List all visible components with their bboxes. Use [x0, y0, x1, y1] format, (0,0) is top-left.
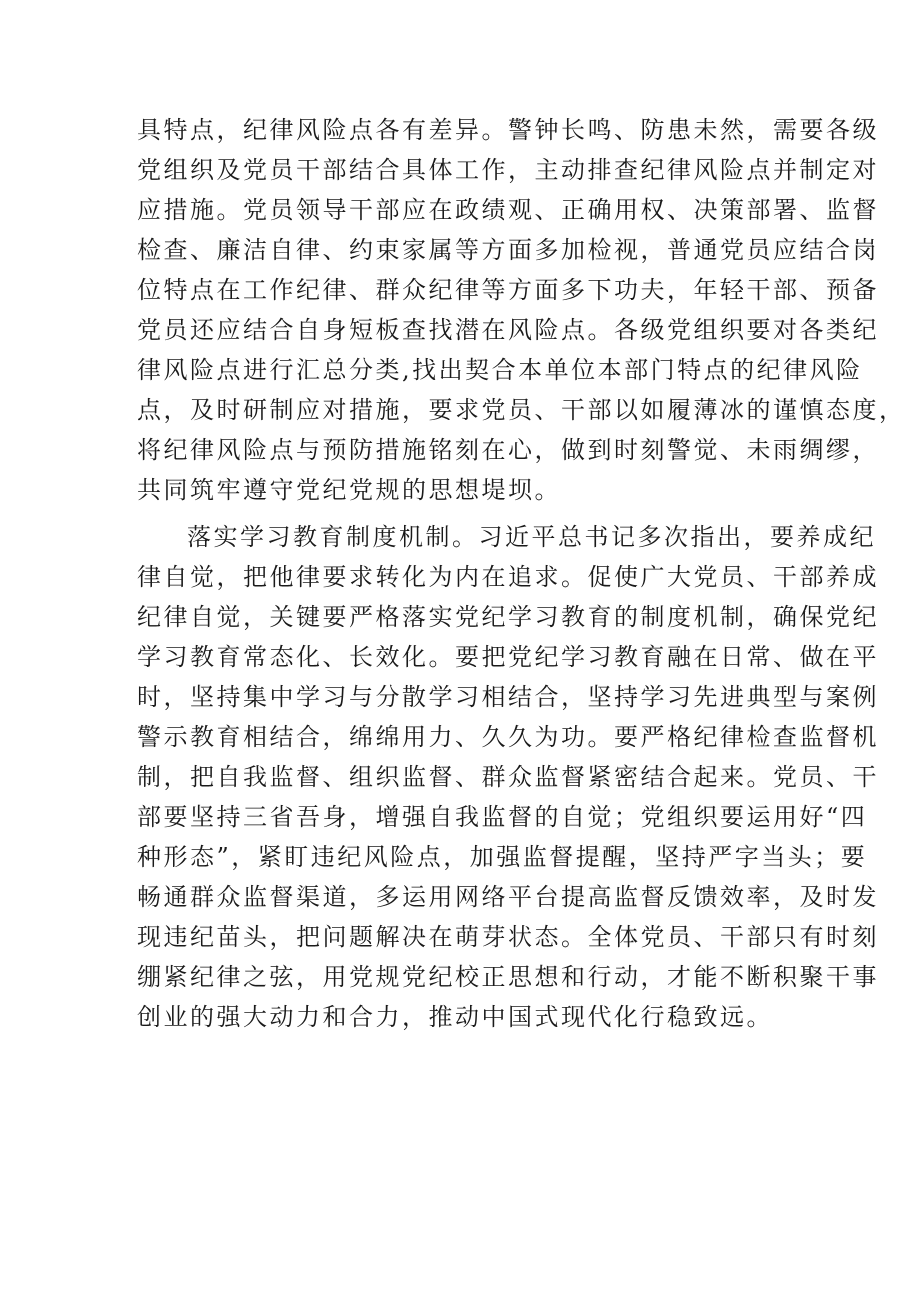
text-line: 具特点，纪律风险点各有差异。警钟长鸣、防患未然，需要各级 [137, 116, 879, 144]
paragraph-1 [137, 110, 906, 510]
text-line: 检查、廉洁自律、约束家属等方面多加检视，普通党员应结合岗 [137, 236, 879, 264]
text-line: 部要坚持三省吾身，增强自我监督的自觉；党组织要运用好“四 [137, 803, 868, 831]
text-line: 将纪律风险点与预防措施铭刻在心，做到时刻警觉、未雨绸缪， [137, 436, 879, 464]
text-line: 党组织及党员干部结合具体工作，主动排查纪律风险点并制定对 [137, 156, 879, 184]
text-line: 学习教育常态化、长效化。要把党纪学习教育融在日常、做在平 [137, 643, 879, 671]
text-line: 共同筑牢遵守党纪党规的思想堤坝。 [137, 476, 561, 504]
text-line: 律风险点进行汇总分类,找出契合本单位本部门特点的纪律风险 [137, 356, 863, 384]
text-line: 种形态”，紧盯违纪风险点，加强监督提醒，坚持严字当头；要 [137, 843, 868, 871]
text-line: 落实学习教育制度机制。习近平总书记多次指出，要养成纪 [187, 523, 876, 551]
text-line: 制，把自我监督、组织监督、群众监督紧密结合起来。党员、干 [137, 763, 879, 791]
text-line: 创业的强大动力和合力，推动中国式现代化行稳致远。 [137, 1003, 773, 1031]
text-line: 警示教育相结合，绵绵用力、久久为功。要严格纪律检查监督机 [137, 723, 879, 751]
paragraph-2 [137, 517, 879, 1037]
text-line: 绷紧纪律之弦，用党规党纪校正思想和行动，才能不断积聚干事 [137, 963, 879, 991]
text-line: 应措施。党员领导干部应在政绩观、正确用权、决策部署、监督 [137, 196, 879, 224]
text-line: 纪律自觉，关键要严格落实党纪学习教育的制度机制，确保党纪 [137, 603, 879, 631]
text-line: 畅通群众监督渠道，多运用网络平台提高监督反馈效率，及时发 [137, 883, 879, 911]
text-line: 现违纪苗头，把问题解决在萌芽状态。全体党员、干部只有时刻 [137, 923, 879, 951]
text-line: 点，及时研制应对措施，要求党员、干部以如履薄冰的谨慎态度， [137, 396, 906, 424]
text-line: 时，坚持集中学习与分散学习相结合，坚持学习先进典型与案例 [137, 683, 879, 711]
paragraph-gap [137, 510, 787, 517]
text-line: 位特点在工作纪律、群众纪律等方面多下功夫，年轻干部、预备 [137, 276, 879, 304]
document-body [137, 110, 906, 1037]
text-line: 党员还应结合自身短板查找潜在风险点。各级党组织要对各类纪 [137, 316, 879, 344]
text-line: 律自觉，把他律要求转化为内在追求。促使广大党员、干部养成 [137, 563, 879, 591]
